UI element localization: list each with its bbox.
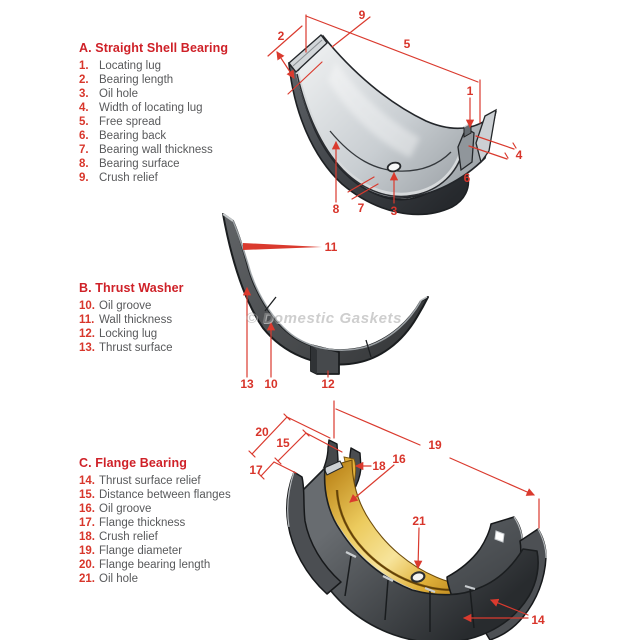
legend-item-number: 11.	[79, 314, 95, 326]
legend-item-label: Wall thickness	[99, 314, 173, 326]
legend-item	[79, 558, 231, 572]
thrust-washer-figure	[223, 214, 428, 374]
legend-section-a	[79, 42, 228, 185]
callout-number-13: 13	[240, 377, 254, 391]
legend-item-number: 3.	[79, 88, 89, 100]
callout-number-18: 18	[372, 459, 386, 473]
legend-item-label: Distance between flanges	[99, 489, 231, 501]
leader-11	[243, 243, 322, 250]
legend-item	[79, 73, 228, 87]
legend-item-label: Flange bearing length	[99, 559, 211, 571]
legend-item-label: Oil groove	[99, 300, 152, 312]
leader-19-dim2	[450, 458, 534, 495]
watermark: © Domestic Gaskets	[246, 310, 403, 327]
callout-number-17: 17	[249, 463, 263, 477]
legend-item	[79, 157, 228, 171]
legend-item-label: Oil hole	[99, 88, 138, 100]
legend-item	[79, 488, 231, 502]
legend-item-label: Thrust surface relief	[99, 475, 201, 487]
legend-item-number: 8.	[79, 158, 89, 170]
callout-number-15: 15	[276, 436, 290, 450]
legend-item	[79, 171, 228, 185]
legend-title-a: A. Straight Shell Bearing	[79, 41, 229, 55]
callout-number-10: 10	[264, 377, 278, 391]
leader-21	[418, 528, 419, 568]
legend-item	[79, 572, 231, 586]
leader-19-dim1	[336, 409, 420, 445]
legend-item-label: Crush relief	[99, 531, 158, 543]
thrust-washer-seam1	[265, 297, 276, 311]
callout-number-7: 7	[357, 201, 365, 215]
legend-item-label: Bearing length	[99, 74, 174, 86]
callout-number-14: 14	[531, 613, 545, 627]
legend-item	[79, 327, 184, 341]
legend-item	[79, 516, 231, 530]
legend-item	[79, 115, 228, 129]
callout-number-8: 8	[332, 202, 340, 216]
locking-lug-side-face	[311, 345, 317, 374]
legend-item-number: 15.	[79, 489, 95, 501]
legend-item	[79, 87, 228, 101]
legend-title-c: C. Flange Bearing	[79, 456, 187, 470]
thrust-washer-body	[223, 214, 428, 364]
legend-item-number: 13.	[79, 342, 95, 354]
legend-item-label: Bearing surface	[99, 158, 180, 170]
callout-number-5: 5	[403, 37, 411, 51]
legend-item-number: 4.	[79, 102, 89, 114]
legend-item-label: Oil hole	[99, 573, 138, 585]
callout-number-20: 20	[255, 425, 269, 439]
legend-item	[79, 544, 231, 558]
legend-section-b	[79, 282, 184, 355]
leader-4-tick2	[505, 153, 508, 158]
legend-item	[79, 101, 228, 115]
legend-item-number: 10.	[79, 300, 95, 312]
callout-number-12: 12	[321, 377, 335, 391]
legend-item	[79, 143, 228, 157]
legend-item	[79, 59, 228, 73]
callout-number-4: 4	[515, 148, 523, 162]
leader-17-ext	[274, 462, 296, 473]
legend-item	[79, 313, 184, 327]
callout-number-2: 2	[277, 29, 285, 43]
callout-number-9: 9	[358, 8, 366, 22]
flange-bearing-figure	[287, 440, 546, 640]
legend-item-number: 5.	[79, 116, 89, 128]
legend-item-number: 18.	[79, 531, 95, 543]
legend-item	[79, 341, 184, 355]
leader-15-ext	[306, 433, 342, 452]
legend-item-number: 1.	[79, 60, 89, 72]
legend-item-number: 6.	[79, 130, 89, 142]
straight-shell-bearing-figure	[289, 35, 496, 214]
legend-title-b: B. Thrust Washer	[79, 281, 184, 295]
legend-item-number: 19.	[79, 545, 95, 557]
legend-section-c	[79, 457, 231, 586]
legend-item-label: Crush relief	[99, 172, 158, 184]
legend-item-label: Free spread	[99, 116, 162, 128]
callout-number-11: 11	[324, 240, 338, 254]
leader-2-ext1	[268, 26, 302, 56]
legend-item	[79, 129, 228, 143]
legend-item-number: 12.	[79, 328, 95, 340]
legend-item	[79, 474, 231, 488]
legend-item-number: 14.	[79, 475, 95, 487]
legend-item-number: 17.	[79, 517, 95, 529]
callout-number-6: 6	[463, 171, 471, 185]
legend-item-label: Oil groove	[99, 503, 152, 515]
callout-number-1: 1	[466, 84, 474, 98]
leader-17-dim	[261, 462, 274, 476]
legend-item-number: 9.	[79, 172, 89, 184]
callout-number-19: 19	[428, 438, 442, 452]
legend-item	[79, 502, 231, 516]
legend-item-label: Thrust surface	[99, 342, 173, 354]
legend-item	[79, 530, 231, 544]
callout-number-16: 16	[392, 452, 406, 466]
legend-item-label: Flange diameter	[99, 545, 183, 557]
legend-item-number: 2.	[79, 74, 89, 86]
legend-item-label: Locking lug	[99, 328, 158, 340]
legend-item-number: 16.	[79, 503, 95, 515]
callout-number-3: 3	[390, 204, 398, 218]
legend-item-label: Width of locating lug	[99, 102, 203, 114]
legend-item-label: Flange thickness	[99, 517, 186, 529]
legend-item-label: Bearing back	[99, 130, 167, 142]
legend-item	[79, 299, 184, 313]
legend-item-label: Bearing wall thickness	[99, 144, 213, 156]
legend-item-label: Locating lug	[99, 60, 162, 72]
legend-item-number: 7.	[79, 144, 89, 156]
legend-item-number: 21.	[79, 573, 95, 585]
callout-number-21: 21	[412, 514, 426, 528]
legend-item-number: 20.	[79, 559, 95, 571]
